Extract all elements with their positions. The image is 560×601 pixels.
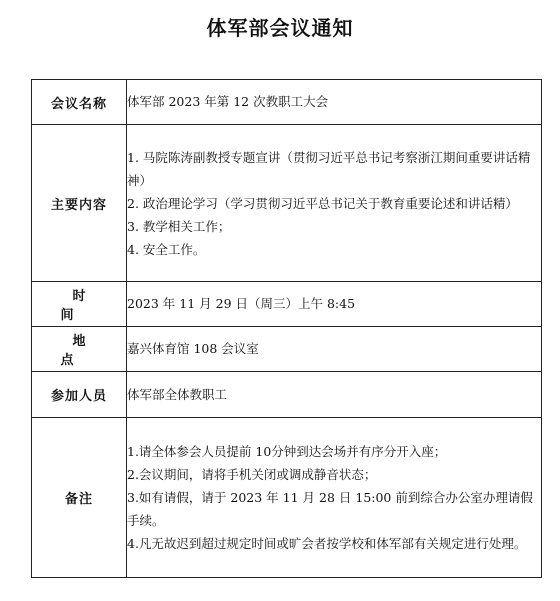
main-content-label: 主要内容 [32,125,127,282]
time-value [127,282,542,327]
list-item: 4. 安全工作。 [127,241,206,257]
meeting-name-label: 会议名称 [32,80,127,125]
place-label [32,327,127,372]
document-title: 体军部会议通知 [206,16,354,40]
attendees-text: 体军部全体教职工 [127,386,228,402]
list-item: 4.凡无故迟到超过规定时间或旷会者按学校和体军部有关规定进行处理。 [127,536,527,551]
time-text: 2023 年 11 月 29 日（周三）上午 8:45 [127,296,356,311]
list-item: 2.会议期间，请将手机关闭或调成静音状态； [127,467,377,482]
place-text: 嘉兴体育馆 108 会议室 [127,341,259,356]
remarks-value [127,418,542,578]
remarks-label: 备注 [32,418,127,578]
list-item: 1.请全体参会人员提前 10分钟到达会场并有序分开入座； [127,444,447,459]
table-row-meeting-name [32,80,542,125]
table-row-remarks [32,418,542,578]
table-row-time [32,282,542,327]
meeting-notice-table [31,79,542,578]
main-content-list [127,143,541,264]
place-value [127,327,542,372]
remarks-list [127,437,541,558]
list-item: 1. 马院陈涛副教授专题宣讲（贯彻习近平总书记考察浙江期间重要讲话精神） [127,149,531,188]
place-label-text: 地 点 [60,334,110,368]
table-row-attendees [32,372,542,418]
meeting-name-text: 体军部 2023 年第 12 次教职工大会 [127,94,329,109]
attendees-label: 参加人员 [32,372,127,418]
table-row-place [32,327,542,372]
list-item: 2. 政治理论学习（学习贯彻习近平总书记关于教育重要论述和讲话精） [127,195,518,211]
list-item: 3.如有请假，请于 2023 年 11 月 28 日 15:00 前到综合办公室办理请假手续。 [127,490,533,528]
main-content-value [127,125,542,282]
time-label-text: 时 间 [60,289,110,323]
table-row-main-content [32,125,542,282]
time-label [32,282,127,327]
list-item: 3. 教学相关工作； [127,218,231,234]
meeting-name-value [127,80,542,125]
attendees-value [127,372,542,418]
